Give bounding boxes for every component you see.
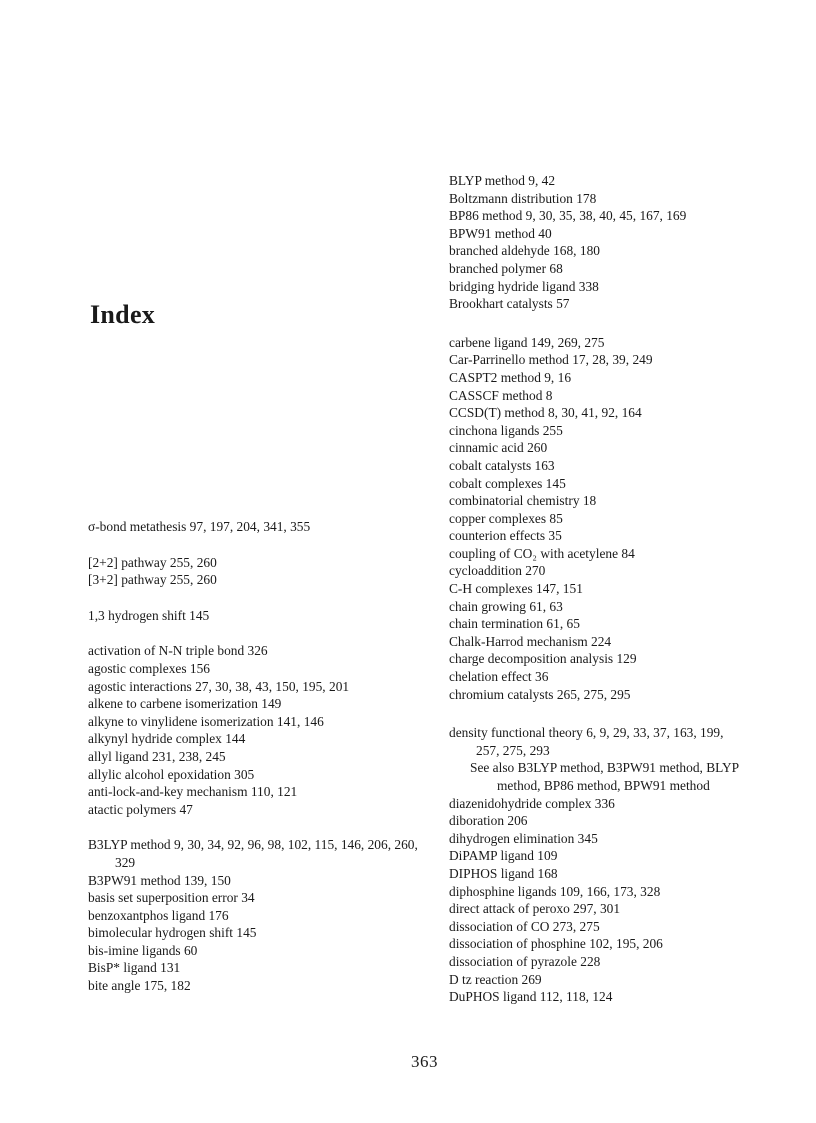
- index-entry: chain growing 61, 63: [449, 598, 563, 614]
- index-entry: 1,3 hydrogen shift 145: [88, 607, 210, 623]
- index-entry: DuPHOS ligand 112, 118, 124: [449, 989, 613, 1005]
- index-entry: agostic interactions 27, 30, 38, 43, 150, 195, 201: [88, 678, 350, 694]
- index-entry: density functional theory 6, 9, 29, 33, 37, 163, 199, 257, 275, 293: [449, 725, 724, 758]
- index-entry: bis-imine ligands 60: [88, 942, 198, 958]
- index-entry: bite angle 175, 182: [88, 978, 191, 994]
- index-entry: agostic complexes 156: [88, 660, 210, 676]
- index-entry: alkyne to vinylidene isomerization 141, 146: [88, 713, 324, 729]
- index-entry: basis set superposition error 34: [88, 890, 255, 906]
- index-entry: benzoxantphos ligand 176: [88, 907, 229, 923]
- index-entry: [2+2] pathway 255, 260: [88, 554, 217, 570]
- index-group-b-cont: [449, 172, 749, 313]
- index-entry: carbene ligand 149, 269, 275: [449, 334, 605, 350]
- index-group-d: [449, 724, 749, 1006]
- index-entry: combinatorial chemistry 18: [449, 493, 597, 509]
- index-group: [88, 554, 418, 589]
- index-entry: cobalt catalysts 163: [449, 457, 555, 473]
- index-entry: charge decomposition analysis 129: [449, 651, 637, 667]
- index-entry: bridging hydride ligand 338: [449, 278, 599, 294]
- index-entry: dissociation of CO 273, 275: [449, 918, 600, 934]
- index-entry: dissociation of phosphine 102, 195, 206: [449, 936, 663, 952]
- index-entry: diazenidohydride complex 336: [449, 795, 615, 811]
- index-group-a: [88, 642, 418, 818]
- index-entry: activation of N-N triple bond 326: [88, 643, 268, 659]
- index-entry: cobalt complexes 145: [449, 475, 566, 491]
- index-entry: atactic polymers 47: [88, 801, 193, 817]
- index-entry: direct attack of peroxo 297, 301: [449, 901, 621, 917]
- index-entry: B3PW91 method 139, 150: [88, 872, 231, 888]
- index-entry: coupling of CO₂ with acetylene 84: [449, 545, 635, 561]
- index-entry: counterion effects 35: [449, 528, 562, 544]
- index-entry: Car-Parrinello method 17, 28, 39, 249: [449, 352, 653, 368]
- index-entry: dissociation of pyrazole 228: [449, 953, 601, 969]
- index-entry: DIPHOS ligand 168: [449, 865, 558, 881]
- index-entry: DiPAMP ligand 109: [449, 848, 558, 864]
- index-entry: chain termination 61, 65: [449, 616, 580, 632]
- index-group: [88, 518, 418, 536]
- index-entry: Chalk-Harrod mechanism 224: [449, 633, 612, 649]
- index-entry: BPW91 method 40: [449, 225, 552, 241]
- index-title: Index: [90, 300, 156, 329]
- index-group-c: [449, 334, 749, 703]
- index-entry: B3LYP method 9, 30, 34, 92, 96, 98, 102, 115, 146, 206, 260, 329: [88, 837, 418, 870]
- index-entry: allyl ligand 231, 238, 245: [88, 748, 226, 764]
- page-number: 363: [411, 1052, 438, 1071]
- index-entry: chelation effect 36: [449, 669, 549, 685]
- index-entry: alkynyl hydride complex 144: [88, 731, 246, 747]
- index-entry: BLYP method 9, 42: [449, 173, 556, 188]
- index-entry: cinchona ligands 255: [449, 422, 563, 438]
- index-entry: copper complexes 85: [449, 510, 563, 526]
- index-entry: D tz reaction 269: [449, 971, 542, 987]
- index-column-right: [449, 172, 749, 1006]
- index-entry: branched aldehyde 168, 180: [449, 243, 600, 259]
- index-entry: CASSCF method 8: [449, 387, 553, 403]
- index-entry: bimolecular hydrogen shift 145: [88, 925, 257, 941]
- index-entry: diphosphine ligands 109, 166, 173, 328: [449, 883, 661, 899]
- index-entry: CCSD(T) method 8, 30, 41, 92, 164: [449, 405, 642, 421]
- index-entry: σ-bond metathesis 97, 197, 204, 341, 355: [88, 519, 311, 534]
- index-entry: branched polymer 68: [449, 260, 563, 276]
- index-entry: dihydrogen elimination 345: [449, 830, 598, 846]
- index-entry: Brookhart catalysts 57: [449, 296, 570, 312]
- index-column-left: [88, 518, 418, 995]
- index-entry: C-H complexes 147, 151: [449, 581, 583, 597]
- index-entry: chromium catalysts 265, 275, 295: [449, 686, 631, 702]
- index-group-b: [88, 836, 418, 994]
- index-entry: cycloaddition 270: [449, 563, 546, 579]
- index-entry: BisP* ligand 131: [88, 960, 181, 976]
- index-entry: CASPT2 method 9, 16: [449, 369, 572, 385]
- index-entry: alkene to carbene isomerization 149: [88, 696, 282, 712]
- index-entry: allylic alcohol epoxidation 305: [88, 766, 255, 782]
- index-entry: BP86 method 9, 30, 35, 38, 40, 45, 167, 169: [449, 208, 687, 224]
- index-entry: Boltzmann distribution 178: [449, 190, 597, 206]
- index-entry: [3+2] pathway 255, 260: [88, 572, 217, 588]
- index-entry: diboration 206: [449, 813, 528, 829]
- index-see-also: See also B3LYP method, B3PW91 method, BLYP method, BP86 method, BPW91 method: [470, 760, 739, 793]
- index-group: [88, 607, 418, 625]
- index-entry: anti-lock-and-key mechanism 110, 121: [88, 784, 298, 800]
- index-entry: cinnamic acid 260: [449, 440, 548, 456]
